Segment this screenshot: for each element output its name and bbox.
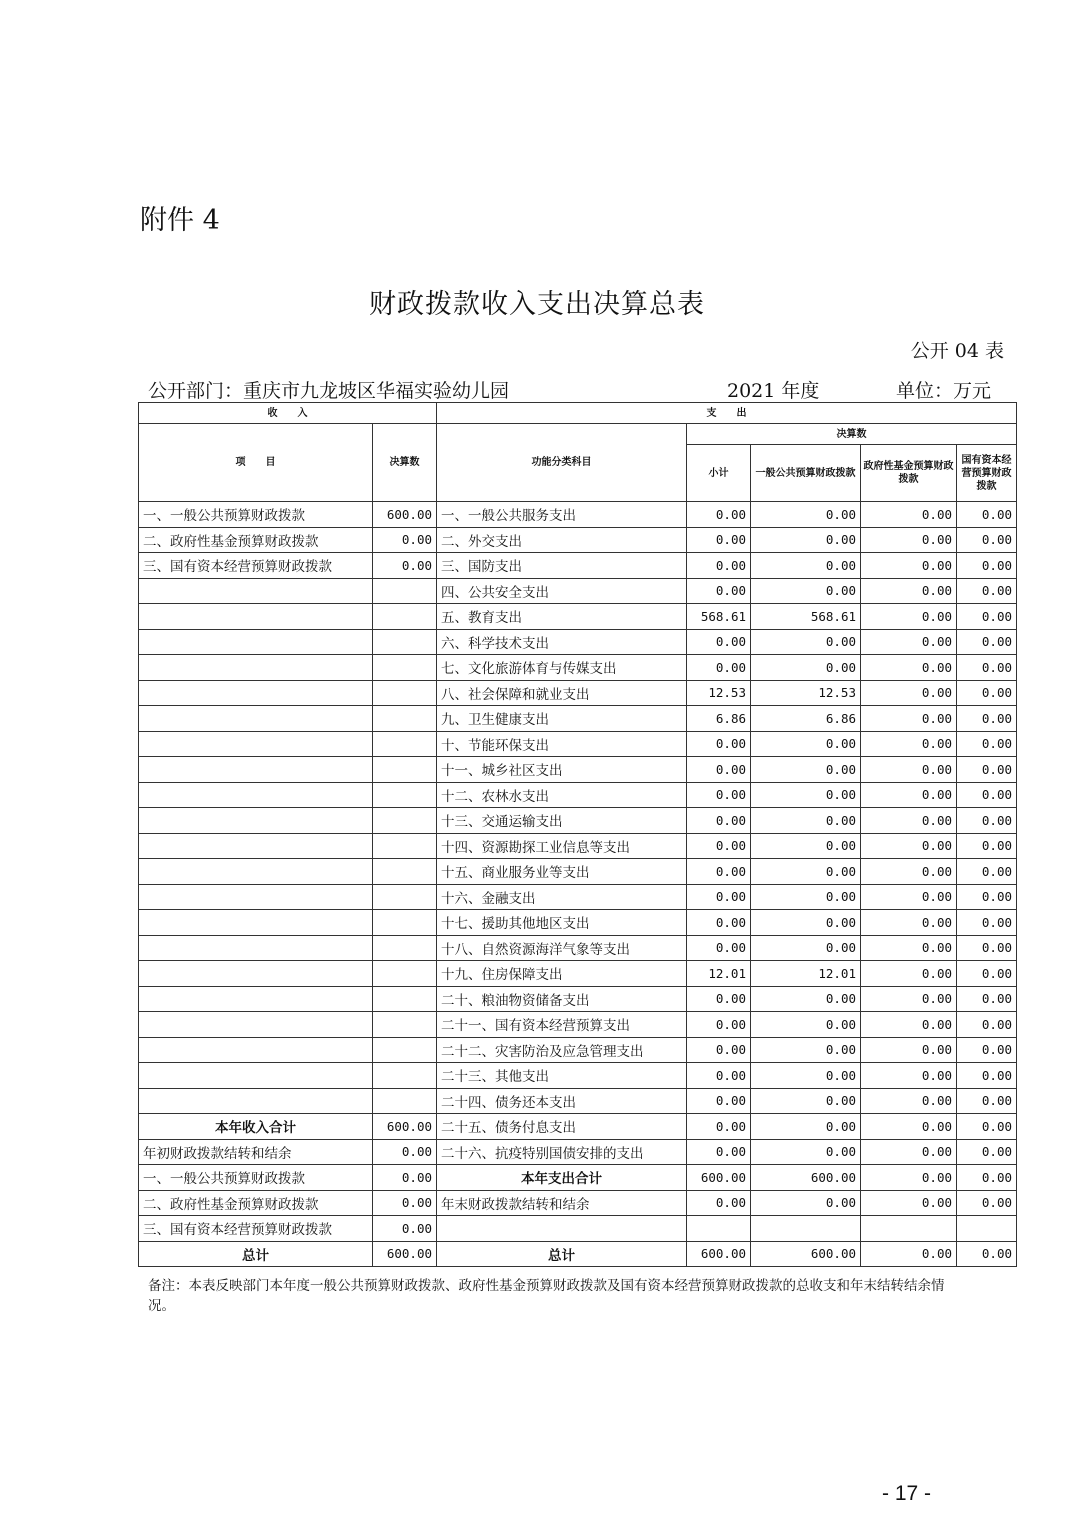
function-item-cell: 十八、自然资源海洋气象等支出 [437, 935, 687, 961]
function-item-cell: 本年支出合计 [437, 1165, 687, 1191]
general-budget-cell: 0.00 [751, 578, 861, 604]
income-item-cell [139, 604, 373, 630]
function-item-cell: 三、国防支出 [437, 553, 687, 579]
state-capital-cell: 0.00 [957, 655, 1017, 681]
general-budget-cell: 0.00 [751, 1190, 861, 1216]
fund-budget-cell: 0.00 [861, 1012, 957, 1038]
general-budget-cell: 12.01 [751, 961, 861, 987]
fund-budget-cell: 0.00 [861, 604, 957, 630]
general-budget-cell: 0.00 [751, 859, 861, 885]
income-item-cell: 一、一般公共预算财政拨款 [139, 1165, 373, 1191]
income-item-cell [139, 782, 373, 808]
income-amount-cell [373, 1037, 437, 1063]
general-budget-cell: 0.00 [751, 910, 861, 936]
table-row [139, 1012, 1017, 1038]
function-item-cell [437, 1216, 687, 1242]
general-budget-cell: 0.00 [751, 1063, 861, 1089]
income-item-cell: 一、一般公共预算财政拨款 [139, 502, 373, 528]
function-item-cell: 六、科学技术支出 [437, 629, 687, 655]
subtotal-cell: 0.00 [687, 731, 751, 757]
income-item-cell: 年初财政拨款结转和结余 [139, 1139, 373, 1165]
general-budget-cell: 568.61 [751, 604, 861, 630]
fund-budget-cell: 0.00 [861, 1241, 957, 1267]
general-budget-cell: 0.00 [751, 1088, 861, 1114]
general-budget-cell: 0.00 [751, 935, 861, 961]
income-amount-cell [373, 1063, 437, 1089]
subtotal-cell: 0.00 [687, 808, 751, 834]
income-item-cell [139, 731, 373, 757]
table-row [139, 1114, 1017, 1140]
state-capital-cell: 0.00 [957, 910, 1017, 936]
income-item-cell [139, 655, 373, 681]
income-amount-cell: 0.00 [373, 1190, 437, 1216]
state-capital-cell: 0.00 [957, 859, 1017, 885]
income-amount-cell [373, 629, 437, 655]
budget-table [138, 402, 1017, 1267]
income-amount-cell [373, 757, 437, 783]
income-amount-cell [373, 1088, 437, 1114]
income-item-cell: 三、国有资本经营预算财政拨款 [139, 1216, 373, 1242]
subtotal-cell: 0.00 [687, 910, 751, 936]
table-number: 公开 04 表 [910, 340, 1004, 362]
general-budget-cell: 0.00 [751, 1114, 861, 1140]
income-amount-cell: 600.00 [373, 1114, 437, 1140]
state-capital-cell: 0.00 [957, 629, 1017, 655]
income-item-cell [139, 884, 373, 910]
general-budget-cell: 0.00 [751, 731, 861, 757]
state-capital-cell: 0.00 [957, 680, 1017, 706]
income-amount-cell [373, 604, 437, 630]
state-capital-cell: 0.00 [957, 757, 1017, 783]
fund-budget-cell: 0.00 [861, 706, 957, 732]
table-row [139, 1063, 1017, 1089]
table-row [139, 1165, 1017, 1191]
table-row [139, 884, 1017, 910]
amount-column-header: 决算数 [373, 424, 437, 502]
income-item-cell [139, 859, 373, 885]
income-amount-cell [373, 731, 437, 757]
income-item-cell [139, 910, 373, 936]
function-item-cell: 二十四、债务还本支出 [437, 1088, 687, 1114]
subtotal-cell [687, 1216, 751, 1242]
function-item-cell: 十四、资源勘探工业信息等支出 [437, 833, 687, 859]
state-capital-cell: 0.00 [957, 706, 1017, 732]
function-item-cell: 十三、交通运输支出 [437, 808, 687, 834]
general-budget-cell: 0.00 [751, 884, 861, 910]
income-item-cell: 本年收入合计 [139, 1114, 373, 1140]
fund-budget-cell: 0.00 [861, 553, 957, 579]
fund-budget-cell: 0.00 [861, 961, 957, 987]
table-row [139, 731, 1017, 757]
state-capital-cell: 0.00 [957, 986, 1017, 1012]
subtotal-cell: 0.00 [687, 629, 751, 655]
function-item-cell: 二十二、灾害防治及应急管理支出 [437, 1037, 687, 1063]
page-title: 财政拨款收入支出决算总表 [369, 289, 705, 320]
income-amount-cell: 0.00 [373, 553, 437, 579]
income-item-cell [139, 1037, 373, 1063]
subtotal-cell: 0.00 [687, 884, 751, 910]
income-amount-cell: 600.00 [373, 1241, 437, 1267]
income-amount-cell [373, 986, 437, 1012]
fund-budget-cell [861, 1216, 957, 1242]
income-amount-cell [373, 680, 437, 706]
table-row [139, 706, 1017, 732]
income-amount-cell: 0.00 [373, 527, 437, 553]
state-capital-cell: 0.00 [957, 961, 1017, 987]
state-capital-column-header: 国有资本经营预算财政拨款 [957, 445, 1017, 502]
income-item-cell: 二、政府性基金预算财政拨款 [139, 1190, 373, 1216]
income-item-cell: 二、政府性基金预算财政拨款 [139, 527, 373, 553]
table-row [139, 1190, 1017, 1216]
decision-column-header: 决算数 [687, 424, 1017, 445]
state-capital-cell: 0.00 [957, 1088, 1017, 1114]
subtotal-cell: 0.00 [687, 527, 751, 553]
general-budget-cell: 0.00 [751, 629, 861, 655]
function-item-cell: 五、教育支出 [437, 604, 687, 630]
fund-budget-cell: 0.00 [861, 629, 957, 655]
subtotal-column-header: 小计 [687, 445, 751, 502]
table-row [139, 782, 1017, 808]
income-item-cell [139, 706, 373, 732]
table-row [139, 1088, 1017, 1114]
table-row [139, 808, 1017, 834]
income-amount-cell: 0.00 [373, 1216, 437, 1242]
subtotal-cell: 0.00 [687, 1139, 751, 1165]
table-row [139, 1037, 1017, 1063]
state-capital-cell: 0.00 [957, 1037, 1017, 1063]
subtotal-cell: 0.00 [687, 757, 751, 783]
fund-budget-cell: 0.00 [861, 986, 957, 1012]
function-item-cell: 二十一、国有资本经营预算支出 [437, 1012, 687, 1038]
fund-budget-cell: 0.00 [861, 859, 957, 885]
subtotal-cell: 0.00 [687, 1190, 751, 1216]
fund-budget-cell: 0.00 [861, 1063, 957, 1089]
function-item-cell: 十二、农林水支出 [437, 782, 687, 808]
table-row [139, 859, 1017, 885]
fund-budget-cell: 0.00 [861, 808, 957, 834]
fund-budget-cell: 0.00 [861, 833, 957, 859]
function-item-cell: 七、文化旅游体育与传媒支出 [437, 655, 687, 681]
state-capital-cell: 0.00 [957, 1012, 1017, 1038]
item-column-header: 项 目 [139, 424, 373, 502]
state-capital-cell: 0.00 [957, 1139, 1017, 1165]
footnote: 备注：本表反映部门本年度一般公共预算财政拨款、政府性基金预算财政拨款及国有资本经营预算财政拨款的总收支和年末结转结余情况。 [148, 1278, 945, 1314]
general-budget-cell: 0.00 [751, 655, 861, 681]
income-item-cell: 总计 [139, 1241, 373, 1267]
fund-budget-cell: 0.00 [861, 757, 957, 783]
function-column-header: 功能分类科目 [437, 424, 687, 502]
subtotal-cell: 568.61 [687, 604, 751, 630]
table-row [139, 1216, 1017, 1242]
fund-budget-cell: 0.00 [861, 578, 957, 604]
subtotal-cell: 600.00 [687, 1241, 751, 1267]
state-capital-cell: 0.00 [957, 1063, 1017, 1089]
subtotal-cell: 0.00 [687, 553, 751, 579]
function-item-cell: 二十五、债务付息支出 [437, 1114, 687, 1140]
state-capital-cell: 0.00 [957, 833, 1017, 859]
table-row [139, 986, 1017, 1012]
fund-budget-cell: 0.00 [861, 680, 957, 706]
function-item-cell: 八、社会保障和就业支出 [437, 680, 687, 706]
income-amount-cell [373, 782, 437, 808]
function-item-cell: 二十、粮油物资储备支出 [437, 986, 687, 1012]
table-row [139, 655, 1017, 681]
subtotal-cell: 0.00 [687, 502, 751, 528]
general-budget-cell: 12.53 [751, 680, 861, 706]
state-capital-cell: 0.00 [957, 1190, 1017, 1216]
income-item-cell [139, 578, 373, 604]
income-section-header: 收 入 [139, 403, 437, 424]
department-label: 公开部门：重庆市九龙坡区华福实验幼儿园 [148, 380, 510, 402]
income-item-cell [139, 629, 373, 655]
table-row [139, 757, 1017, 783]
income-amount-cell: 0.00 [373, 1165, 437, 1191]
year-label: 2021 年度 [727, 380, 820, 402]
income-item-cell [139, 808, 373, 834]
table-row [139, 1241, 1017, 1267]
table-row [139, 1139, 1017, 1165]
fund-budget-cell: 0.00 [861, 935, 957, 961]
fund-budget-cell: 0.00 [861, 502, 957, 528]
function-item-cell: 一、一般公共服务支出 [437, 502, 687, 528]
function-item-cell: 二十三、其他支出 [437, 1063, 687, 1089]
state-capital-cell: 0.00 [957, 527, 1017, 553]
table-row [139, 527, 1017, 553]
state-capital-cell: 0.00 [957, 731, 1017, 757]
income-amount-cell: 600.00 [373, 502, 437, 528]
function-item-cell: 二、外交支出 [437, 527, 687, 553]
fund-budget-cell: 0.00 [861, 884, 957, 910]
subtotal-cell: 0.00 [687, 1088, 751, 1114]
fund-budget-cell: 0.00 [861, 655, 957, 681]
general-budget-cell: 0.00 [751, 1139, 861, 1165]
general-budget-cell: 0.00 [751, 1012, 861, 1038]
income-amount-cell [373, 859, 437, 885]
state-capital-cell: 0.00 [957, 1114, 1017, 1140]
function-item-cell: 十六、金融支出 [437, 884, 687, 910]
general-budget-cell: 600.00 [751, 1241, 861, 1267]
income-item-cell [139, 757, 373, 783]
state-capital-cell [957, 1216, 1017, 1242]
general-budget-cell: 0.00 [751, 757, 861, 783]
income-amount-cell [373, 884, 437, 910]
function-item-cell: 十七、援助其他地区支出 [437, 910, 687, 936]
income-item-cell: 三、国有资本经营预算财政拨款 [139, 553, 373, 579]
expense-section-header: 支 出 [437, 403, 1017, 424]
function-item-cell: 总计 [437, 1241, 687, 1267]
function-item-cell: 九、卫生健康支出 [437, 706, 687, 732]
income-amount-cell: 0.00 [373, 1139, 437, 1165]
subtotal-cell: 0.00 [687, 655, 751, 681]
income-item-cell [139, 986, 373, 1012]
income-amount-cell [373, 808, 437, 834]
fund-budget-cell: 0.00 [861, 1088, 957, 1114]
subtotal-cell: 6.86 [687, 706, 751, 732]
state-capital-cell: 0.00 [957, 808, 1017, 834]
subtotal-cell: 600.00 [687, 1165, 751, 1191]
general-budget-cell [751, 1216, 861, 1242]
state-capital-cell: 0.00 [957, 578, 1017, 604]
state-capital-cell: 0.00 [957, 604, 1017, 630]
page-number: - 17 - [882, 1482, 932, 1505]
income-amount-cell [373, 910, 437, 936]
function-item-cell: 十一、城乡社区支出 [437, 757, 687, 783]
function-item-cell: 十五、商业服务业等支出 [437, 859, 687, 885]
fund-budget-cell: 0.00 [861, 1139, 957, 1165]
income-amount-cell [373, 655, 437, 681]
fund-budget-cell: 0.00 [861, 1190, 957, 1216]
income-item-cell [139, 1063, 373, 1089]
income-item-cell [139, 935, 373, 961]
fund-budget-cell: 0.00 [861, 1165, 957, 1191]
subtotal-cell: 0.00 [687, 1037, 751, 1063]
table-row [139, 502, 1017, 528]
subtotal-cell: 12.53 [687, 680, 751, 706]
state-capital-cell: 0.00 [957, 884, 1017, 910]
general-budget-cell: 600.00 [751, 1165, 861, 1191]
general-budget-cell: 0.00 [751, 833, 861, 859]
function-item-cell: 四、公共安全支出 [437, 578, 687, 604]
attachment-label: 附件 4 [140, 205, 220, 236]
function-item-cell: 十、节能环保支出 [437, 731, 687, 757]
subtotal-cell: 0.00 [687, 578, 751, 604]
state-capital-cell: 0.00 [957, 935, 1017, 961]
income-item-cell [139, 1088, 373, 1114]
subtotal-cell: 0.00 [687, 782, 751, 808]
general-budget-cell: 0.00 [751, 502, 861, 528]
fund-budget-cell: 0.00 [861, 782, 957, 808]
subtotal-cell: 0.00 [687, 1114, 751, 1140]
fund-budget-cell: 0.00 [861, 527, 957, 553]
general-budget-cell: 0.00 [751, 782, 861, 808]
function-item-cell: 二十六、抗疫特别国债安排的支出 [437, 1139, 687, 1165]
income-item-cell [139, 961, 373, 987]
subtotal-cell: 0.00 [687, 1063, 751, 1089]
state-capital-cell: 0.00 [957, 502, 1017, 528]
function-item-cell: 年末财政拨款结转和结余 [437, 1190, 687, 1216]
table-row [139, 629, 1017, 655]
fund-budget-cell: 0.00 [861, 910, 957, 936]
income-amount-cell [373, 935, 437, 961]
state-capital-cell: 0.00 [957, 553, 1017, 579]
subtotal-cell: 0.00 [687, 935, 751, 961]
income-amount-cell [373, 1012, 437, 1038]
income-amount-cell [373, 578, 437, 604]
table-row [139, 578, 1017, 604]
subtotal-cell: 0.00 [687, 859, 751, 885]
general-budget-cell: 0.00 [751, 527, 861, 553]
subtotal-cell: 0.00 [687, 1012, 751, 1038]
table-row [139, 553, 1017, 579]
income-item-cell [139, 1012, 373, 1038]
state-capital-cell: 0.00 [957, 782, 1017, 808]
subtotal-cell: 12.01 [687, 961, 751, 987]
general-budget-cell: 0.00 [751, 553, 861, 579]
fund-budget-cell: 0.00 [861, 1037, 957, 1063]
table-row [139, 604, 1017, 630]
income-amount-cell [373, 961, 437, 987]
fund-budget-cell: 0.00 [861, 731, 957, 757]
general-budget-column-header: 一般公共预算财政拨款 [751, 445, 861, 502]
income-amount-cell [373, 706, 437, 732]
unit-label: 单位：万元 [896, 380, 992, 402]
table-row [139, 910, 1017, 936]
subtotal-cell: 0.00 [687, 833, 751, 859]
table-row [139, 680, 1017, 706]
table-row [139, 833, 1017, 859]
table-row [139, 961, 1017, 987]
general-budget-cell: 0.00 [751, 1037, 861, 1063]
fund-budget-cell: 0.00 [861, 1114, 957, 1140]
general-budget-cell: 0.00 [751, 986, 861, 1012]
income-item-cell [139, 833, 373, 859]
function-item-cell: 十九、住房保障支出 [437, 961, 687, 987]
table-row [139, 935, 1017, 961]
state-capital-cell: 0.00 [957, 1165, 1017, 1191]
state-capital-cell: 0.00 [957, 1241, 1017, 1267]
income-item-cell [139, 680, 373, 706]
general-budget-cell: 0.00 [751, 808, 861, 834]
income-amount-cell [373, 833, 437, 859]
subtotal-cell: 0.00 [687, 986, 751, 1012]
fund-budget-column-header: 政府性基金预算财政拨款 [861, 445, 957, 502]
general-budget-cell: 6.86 [751, 706, 861, 732]
